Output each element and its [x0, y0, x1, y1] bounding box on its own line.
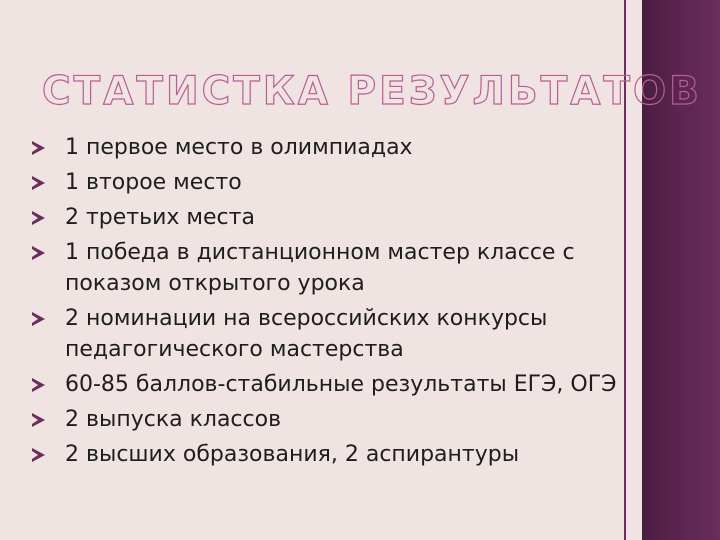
list-item-text: 2 номинации на всероссийских конкурсы педагогического мастерства — [65, 306, 548, 362]
arrowhead-bullet-icon — [32, 176, 45, 190]
list-item — [32, 202, 622, 233]
list-item-text: 1 первое место в олимпиадах — [65, 135, 413, 160]
list-item-text: 2 высших образования, 2 аспирантуры — [65, 442, 520, 467]
slide-title — [40, 66, 702, 114]
list-item — [32, 369, 622, 400]
list-item-text: 60-85 баллов-стабильные результаты ЕГЭ, ОГЭ — [65, 372, 617, 397]
slide-title-outline — [40, 66, 702, 114]
arrowhead-bullet-icon — [32, 378, 45, 392]
list-item-text: 1 победа в дистанционном мастер классе с показом открытого урока — [65, 240, 575, 296]
arrowhead-bullet-icon — [32, 246, 45, 260]
list-item — [32, 167, 622, 198]
list-item — [32, 404, 622, 435]
list-item — [32, 303, 622, 365]
list-item-text: 2 третьих места — [65, 205, 255, 230]
list-item-text: 1 второе место — [65, 170, 242, 195]
arrowhead-bullet-icon — [32, 141, 45, 155]
results-list — [32, 132, 622, 474]
arrowhead-bullet-icon — [32, 211, 45, 225]
arrowhead-bullet-icon — [32, 413, 45, 427]
arrowhead-bullet-icon — [32, 312, 45, 326]
list-item-text: 2 выпуска классов — [65, 407, 282, 432]
list-item — [32, 132, 622, 163]
list-item — [32, 237, 622, 299]
arrowhead-bullet-icon — [32, 448, 45, 462]
slide-title-text: СТАТИСТКА РЕЗУЛЬТАТОВ — [42, 69, 702, 114]
list-item — [32, 439, 622, 470]
